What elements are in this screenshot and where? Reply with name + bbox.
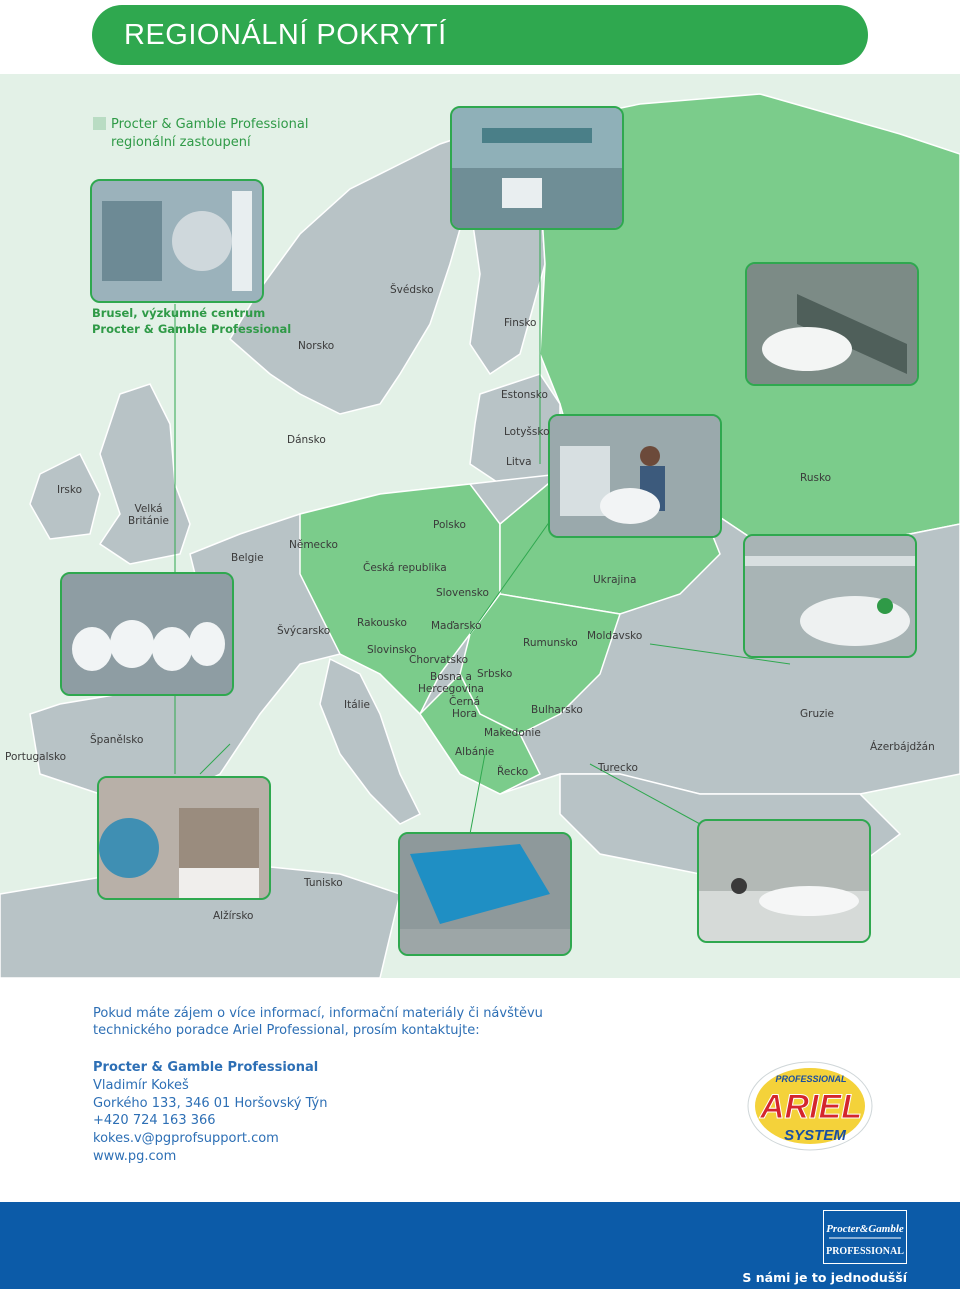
label-rakousko: Rakousko — [357, 617, 407, 629]
research-center-caption — [92, 305, 291, 337]
label-lotyssko: Lotyšsko — [504, 426, 550, 438]
label-cerna-hora: Černá Hora — [449, 696, 481, 720]
info-text — [93, 1005, 543, 1039]
photo-laundry-turkey — [697, 819, 871, 943]
label-rusko: Rusko — [800, 472, 832, 484]
label-gruzie: Gruzie — [800, 708, 834, 720]
photo-laundry-greece — [398, 832, 572, 956]
label-portugalsko: Portugalsko — [5, 751, 67, 763]
label-nemecko: Německo — [289, 539, 338, 551]
legend-line2: regionální zastoupení — [111, 135, 251, 150]
footer-bar — [0, 1202, 960, 1289]
photo-laundry-italy — [97, 776, 271, 900]
label-madarsko: Maďarsko — [431, 620, 482, 632]
legend-swatch — [93, 117, 106, 130]
photo-laundry-spain — [60, 572, 234, 696]
contact-name: Vladimír Kokeš — [93, 1077, 189, 1093]
label-rumunsko: Rumunsko — [523, 637, 578, 649]
contact-company: Procter & Gamble Professional — [93, 1060, 319, 1075]
svg-text:SYSTEM: SYSTEM — [784, 1127, 846, 1144]
header-banner — [92, 5, 868, 65]
label-turecko: Turecko — [598, 762, 638, 774]
photo-laundry-finland — [450, 106, 624, 230]
label-velka-britanie: Velká Británie — [128, 503, 170, 527]
photo-laundry-latvia — [548, 414, 722, 538]
contact-address: Gorkého 133, 346 01 Horšovský Týn — [93, 1095, 328, 1111]
svg-text:PROFESSIONAL: PROFESSIONAL — [826, 1246, 904, 1257]
label-ceska-republika: Česká republika — [363, 562, 447, 574]
label-italie: Itálie — [344, 699, 370, 711]
label-ukrajina: Ukrajina — [593, 574, 637, 586]
label-svedsko: Švédsko — [390, 284, 434, 296]
svg-text:Procter&Gamble: Procter&Gamble — [826, 1223, 904, 1235]
label-tunisko: Tunisko — [304, 877, 343, 889]
label-chorvatsko: Chorvatsko — [409, 654, 469, 666]
ariel-system-logo — [745, 1058, 875, 1153]
label-svycarsko: Švýcarsko — [277, 625, 331, 637]
label-albanie: Albánie — [455, 746, 495, 758]
caption-line2: Procter & Gamble Professional — [92, 322, 292, 336]
photo-research-center — [90, 179, 264, 303]
info-line1: Pokud máte zájem o více informací, informační materiály či návštěvu — [93, 1006, 543, 1021]
contact-phone[interactable]: +420 724 163 366 — [93, 1113, 216, 1129]
europe-map — [0, 74, 960, 978]
label-finsko: Finsko — [504, 317, 537, 329]
photo-laundry-russia-2 — [743, 534, 917, 658]
pg-professional-logo — [823, 1210, 907, 1264]
legend-line1: Procter & Gamble Professional — [111, 117, 309, 132]
label-bosna: Bosna a Hercegovina — [418, 671, 484, 695]
label-recko: Řecko — [497, 766, 529, 778]
label-estonsko: Estonsko — [501, 389, 548, 401]
legend — [93, 116, 308, 152]
label-dansko: Dánsko — [287, 434, 326, 446]
contact-block — [93, 1059, 327, 1166]
label-alzirsko: Alžírsko — [213, 910, 254, 922]
label-moldavsko: Moldavsko — [587, 630, 643, 642]
label-bulharsko: Bulharsko — [531, 704, 583, 716]
svg-text:ARIEL: ARIEL — [760, 1088, 862, 1126]
label-slovinsko: Slovinsko — [367, 644, 417, 656]
label-belgie: Belgie — [231, 552, 264, 564]
photo-laundry-russia-1 — [745, 262, 919, 386]
info-line2: technického poradce Ariel Professional, prosím kontaktujte: — [93, 1023, 480, 1038]
label-azerbajdzan: Ázerbájdžán — [870, 741, 935, 753]
caption-line1: Brusel, výzkumné centrum — [92, 306, 266, 320]
label-srbsko: Srbsko — [477, 668, 513, 680]
label-slovensko: Slovensko — [436, 587, 489, 599]
label-makedonie: Makedonie — [484, 727, 541, 739]
label-litva: Litva — [506, 456, 532, 468]
label-norsko: Norsko — [298, 340, 335, 352]
label-polsko: Polsko — [433, 519, 466, 531]
contact-email[interactable]: kokes.v@pgprofsupport.com — [93, 1131, 279, 1147]
footer-slogan: S námi je to jednodušší — [742, 1270, 907, 1285]
label-spanelsko: Španělsko — [90, 734, 144, 746]
svg-text:PROFESSIONAL: PROFESSIONAL — [775, 1074, 847, 1084]
contact-web[interactable]: www.pg.com — [93, 1148, 177, 1164]
page-title: REGIONÁLNÍ POKRYTÍ — [124, 19, 447, 51]
label-irsko: Irsko — [57, 484, 83, 496]
